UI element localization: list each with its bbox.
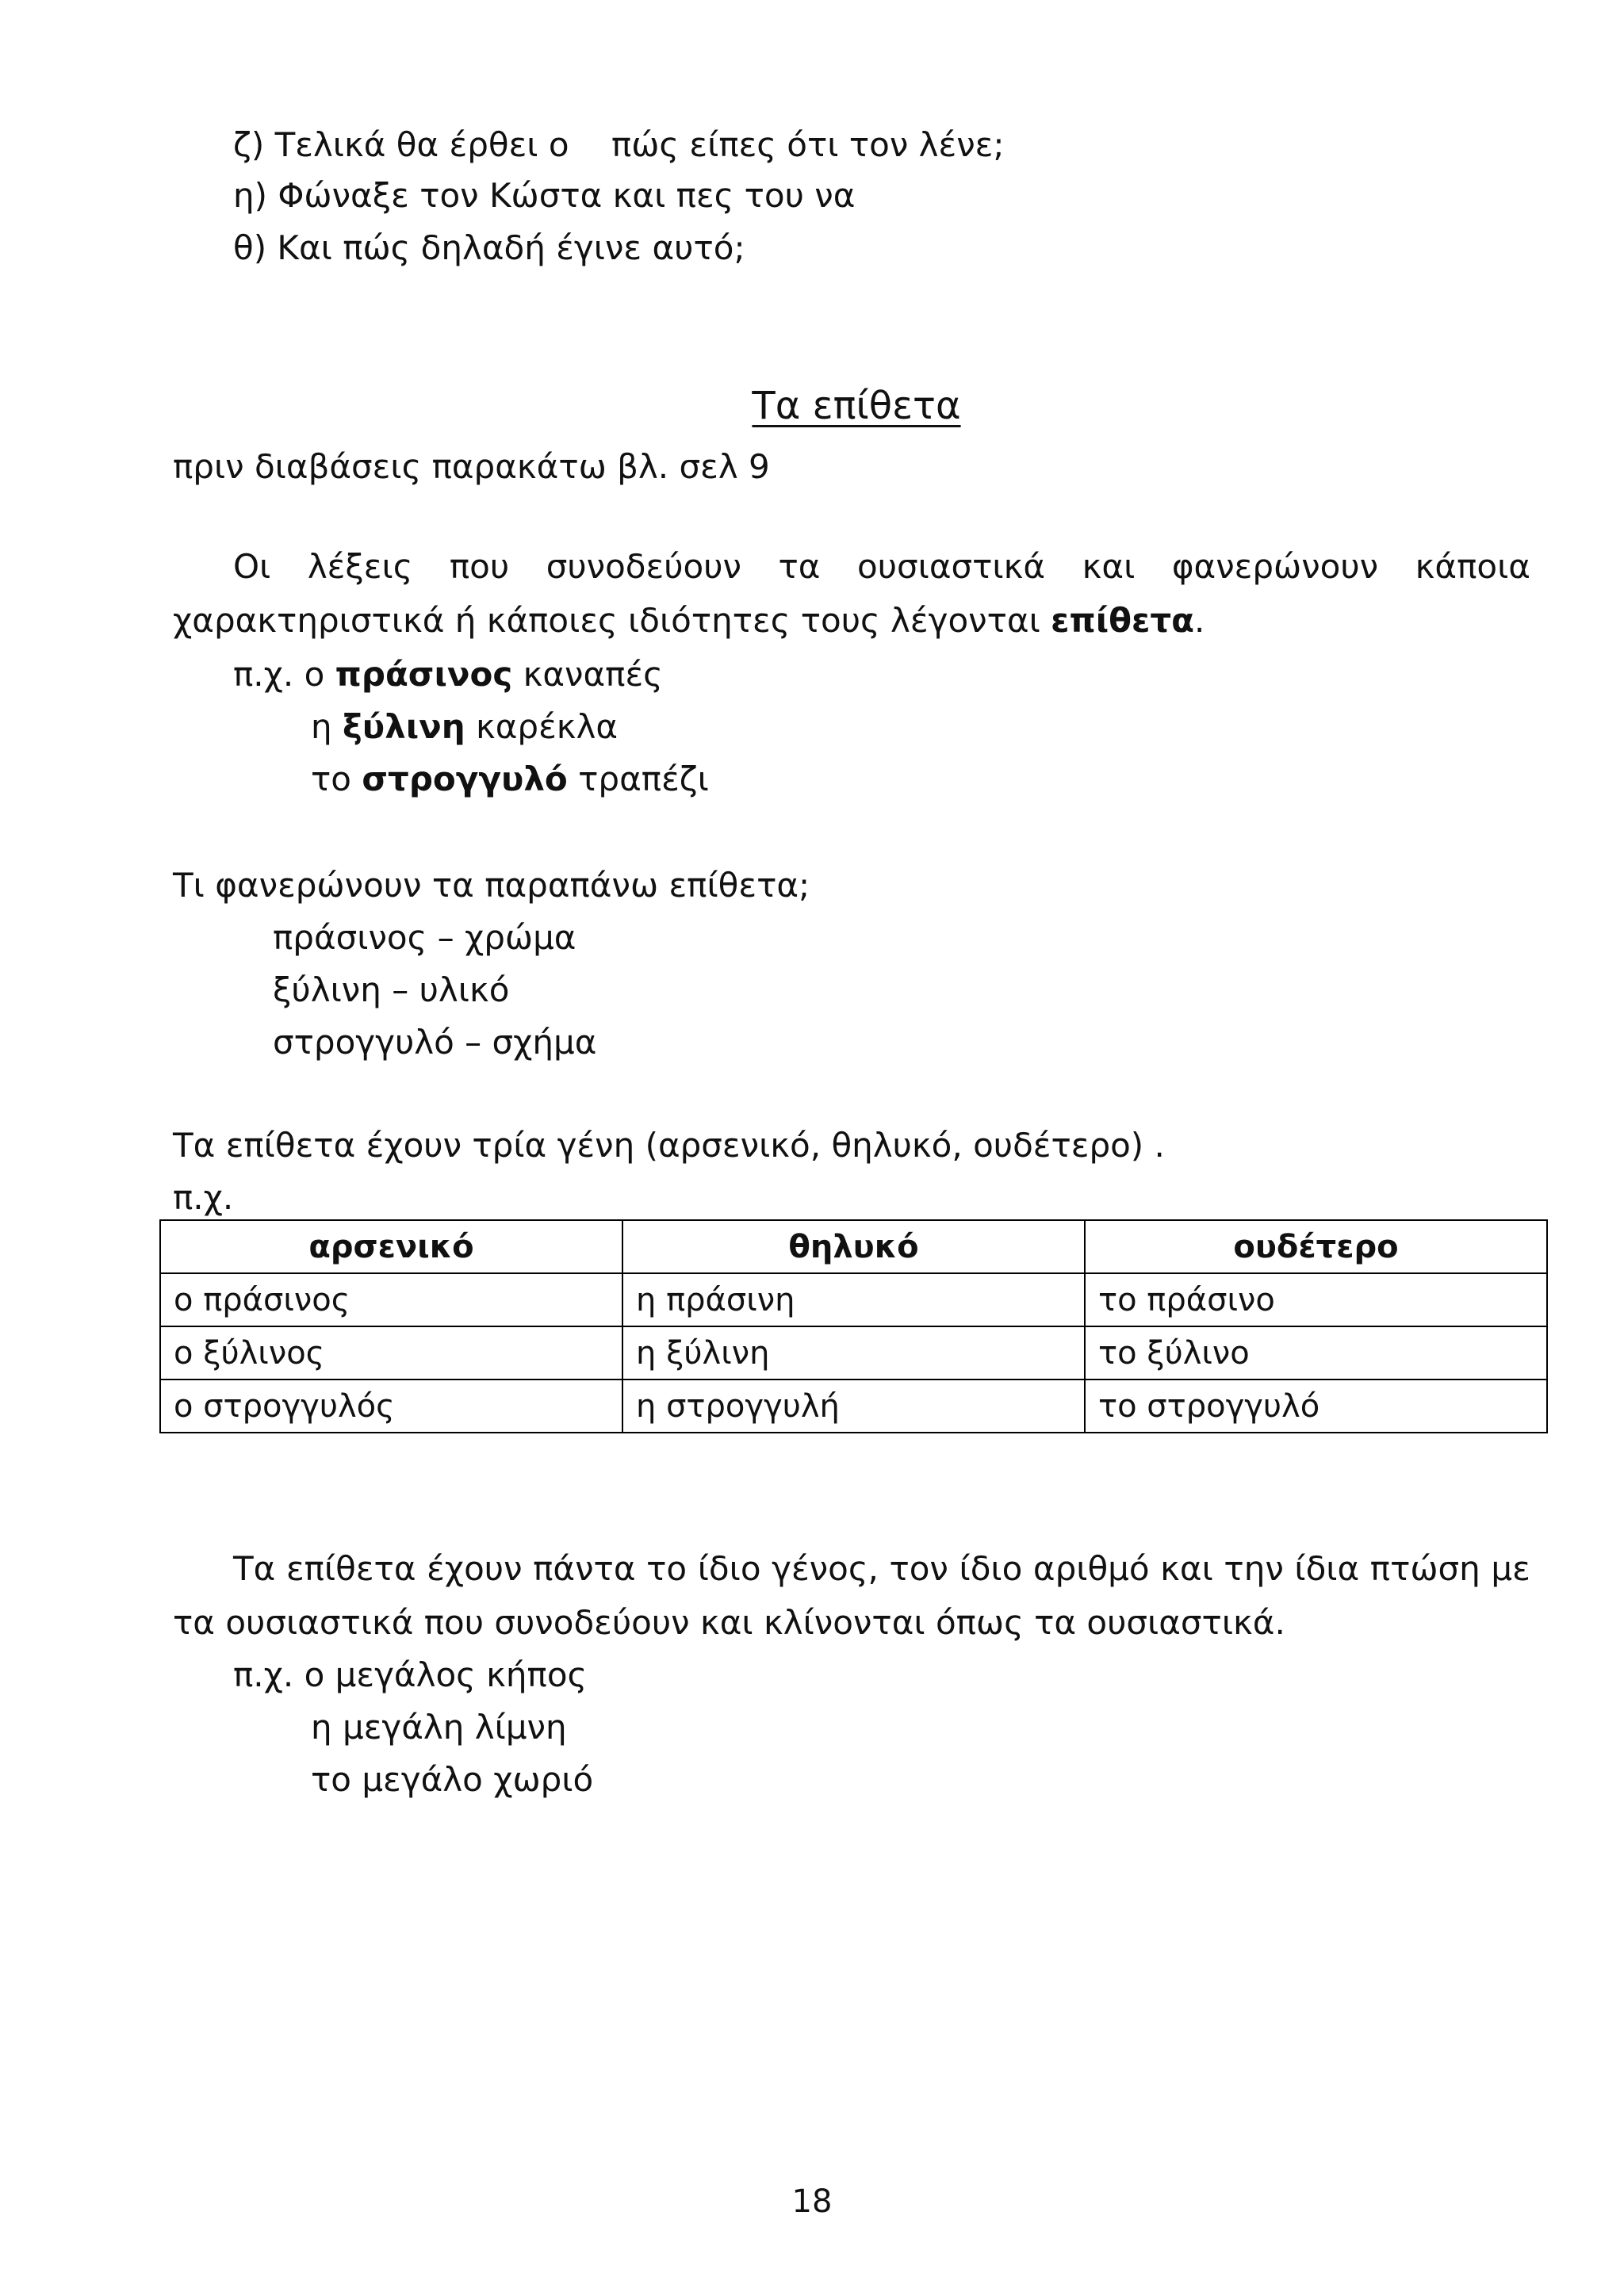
- definition-word: φανερώνουν: [1171, 547, 1379, 586]
- example-adjective: πράσινος: [335, 655, 513, 694]
- agreement-word: πτώση: [1369, 1549, 1480, 1588]
- definition-word: και: [1082, 547, 1136, 586]
- definition-word: Οι: [233, 547, 271, 586]
- example-round-table: [311, 760, 709, 798]
- definition-word: ουσιαστικά: [857, 547, 1046, 586]
- table-row: [160, 1273, 1547, 1326]
- example-noun: καρέκλα: [465, 707, 619, 746]
- agreement-word: ίδιο: [959, 1549, 1023, 1588]
- agreement-word: ίδια: [1294, 1549, 1360, 1588]
- header-neuter: ουδέτερο: [1085, 1220, 1547, 1273]
- table-cell: ο ξύλινος: [160, 1326, 622, 1380]
- example-prefix: η: [311, 707, 343, 746]
- answer-colour: πράσινος – χρώμα: [273, 918, 576, 957]
- exercise-theta: θ) Και πώς δηλαδή έγινε αυτό;: [233, 228, 745, 267]
- agreement-word: πάντα: [533, 1549, 636, 1588]
- example-big-lake: η μεγάλη λίμνη: [311, 1708, 567, 1747]
- agreement-word: και: [1160, 1549, 1213, 1588]
- answer-material: ξύλινη – υλικό: [273, 970, 510, 1009]
- genders-eg: π.χ.: [173, 1178, 234, 1217]
- example-prefix: π.χ. ο: [233, 655, 335, 694]
- header-masculine: αρσενικό: [160, 1220, 622, 1273]
- example-noun: τραπέζι: [567, 760, 709, 798]
- agreement-word: το: [646, 1549, 688, 1588]
- table-cell: το στρογγυλό: [1085, 1380, 1547, 1433]
- agreement-word: την: [1224, 1549, 1284, 1588]
- definition-word: τα: [778, 547, 821, 586]
- agreement-word: αριθμό: [1032, 1549, 1150, 1588]
- definition-word: συνοδεύουν: [546, 547, 741, 586]
- agreement-word: ίδιο: [697, 1549, 761, 1588]
- table-cell: η στρογγυλή: [622, 1380, 1085, 1433]
- agreement-word: Τα: [233, 1549, 276, 1588]
- genders-intro: Τα επίθετα έχουν τρία γένη (αρσενικό, θηλυκό, ουδέτερο) .: [173, 1126, 1165, 1165]
- definition-word: που: [449, 547, 510, 586]
- header-feminine: θηλυκό: [622, 1220, 1085, 1273]
- agreement-word: γένος,: [772, 1549, 879, 1588]
- definition-word: λέξεις: [307, 547, 413, 586]
- answer-shape: στρογγυλό – σχήμα: [273, 1023, 597, 1062]
- example-green-sofa: [233, 655, 663, 694]
- example-adjective: στρογγυλό: [362, 760, 568, 798]
- page-number: 18: [791, 2183, 833, 2220]
- table-cell: το ξύλινο: [1085, 1326, 1547, 1380]
- example-big-garden: π.χ. ο μεγάλος κήπος: [233, 1655, 588, 1694]
- agreement-word: έχουν: [427, 1549, 523, 1588]
- agreement-line-1: [233, 1549, 1530, 1588]
- question: Τι φανερώνουν τα παραπάνω επίθετα;: [173, 866, 810, 905]
- example-prefix: το: [311, 760, 362, 798]
- definition-term: επίθετα: [1051, 601, 1194, 640]
- example-wooden-chair: [311, 707, 619, 746]
- definition-line-1: [233, 547, 1530, 586]
- table-header-row: [160, 1220, 1547, 1273]
- table-row: [160, 1380, 1547, 1433]
- exercise-eta: η) Φώναξε τον Κώστα και πες του να: [233, 176, 856, 215]
- definition-end: .: [1194, 601, 1205, 640]
- agreement-line-2: τα ουσιαστικά που συνοδεύουν και κλίνονται όπως τα ουσιαστικά.: [173, 1603, 1285, 1642]
- example-adjective: ξύλινη: [342, 707, 465, 746]
- table-cell: ο πράσινος: [160, 1273, 622, 1326]
- agreement-word: τον: [889, 1549, 948, 1588]
- example-noun: καναπές: [512, 655, 663, 694]
- table-cell: η ξύλινη: [622, 1326, 1085, 1380]
- example-big-village: το μεγάλο χωριό: [311, 1760, 594, 1799]
- definition-text: χαρακτηριστικά ή κάποιες ιδιότητες τους λέγονται: [173, 601, 1051, 640]
- reference-note: πριν διαβάσεις παρακάτω βλ. σελ 9: [173, 447, 770, 486]
- agreement-word: επίθετα: [285, 1549, 416, 1588]
- table-cell: η πράσινη: [622, 1273, 1085, 1326]
- genders-table: [159, 1219, 1548, 1433]
- table-row: [160, 1326, 1547, 1380]
- definition-word: κάποια: [1415, 547, 1530, 586]
- agreement-word: με: [1491, 1549, 1530, 1588]
- table-cell: ο στρογγυλός: [160, 1380, 622, 1433]
- exercise-zeta: ζ) Τελικά θα έρθει ο πώς είπες ότι τον λένε;: [233, 125, 1005, 164]
- definition-line-2: [173, 601, 1205, 640]
- table-cell: το πράσινο: [1085, 1273, 1547, 1326]
- section-title: Τα επίθετα: [752, 384, 961, 428]
